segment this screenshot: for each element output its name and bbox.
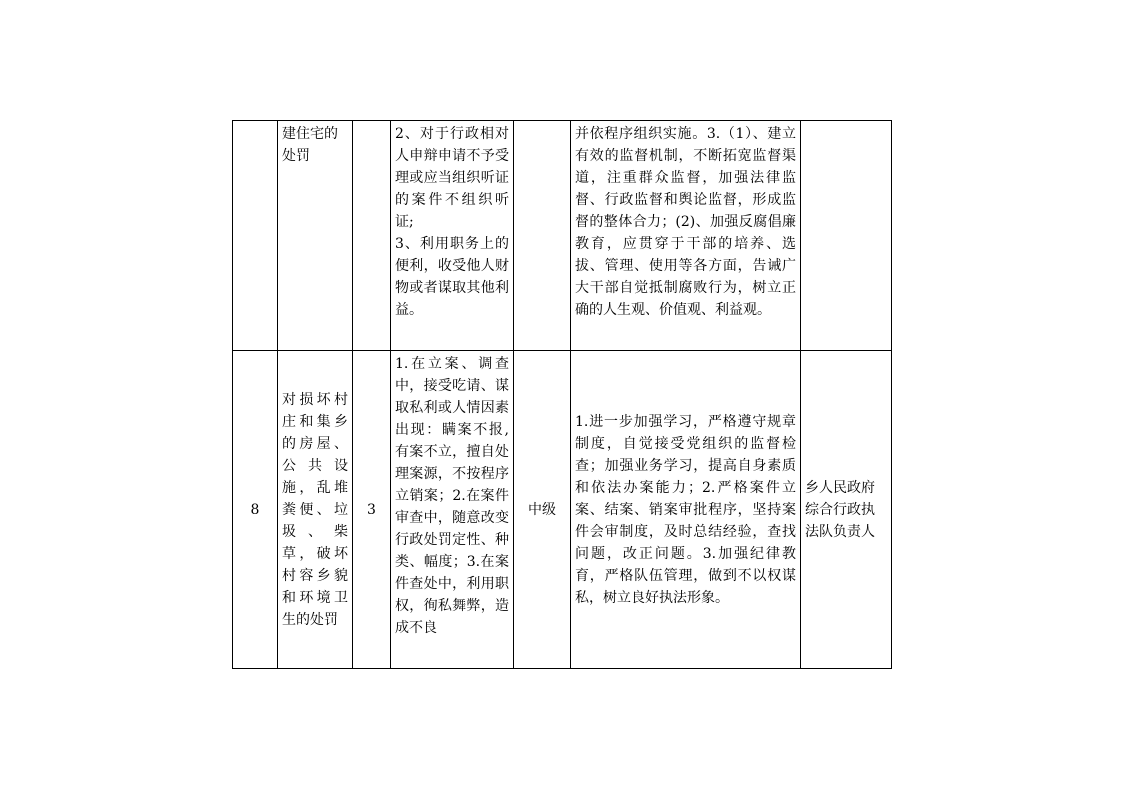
table-row [233,351,892,669]
count-cell: 3 [353,351,391,669]
measures-cell: 并依程序组织实施。3.（1）、建立有效的监督机制，不断拓宽监督渠道，注重群众监督，加强法律监督、行政监督和舆论监督，形成监督的整体合力；(2)、加强反腐倡廉教育，应贯穿于干部的培养、选拔、管理、使用等各方面，告诫广大干部自觉抵制腐败行为，树立正确的人生观、价值观、利益观。 [571,121,801,351]
risk-cell: 1.在立案、调查中，接受吃请、谋取私利或人情因素出现：瞒案不报,有案不立，擅自处理案源，不按程序立销案；2.在案件审查中，随意改变行政处罚定性、种类、幅度；3.在案件查处中，利用职权，徇私舞弊，造成不良 [391,351,514,669]
responsible-cell [801,121,892,351]
measures-cell: 1.进一步加强学习，严格遵守规章制度，自觉接受党组织的监督检查；加强业务学习，提高自身素质和依法办案能力；2.严格案件立案、结案、销案审批程序，坚持案件会审制度，及时总结经验，查找问题，改正问题。3.加强纪律教育，严格队伍管理，做到不以权谋私，树立良好执法形象。 [571,351,801,669]
count-cell [353,121,391,351]
item-cell: 建住宅的处罚 [278,121,353,351]
grade-cell [514,121,571,351]
table-row [233,121,892,351]
row-number-cell [233,121,278,351]
risk-cell: 2、对于行政相对人申辩申请不予受理或应当组织听证的案件不组织听证; 3、利用职务上的便利，收受他人财物或者谋取其他利益。 [391,121,514,351]
responsible-cell: 乡人民政府综合行政执法队负责人 [801,351,892,669]
item-cell: 对损坏村庄和集乡的房屋、公共设施，乱堆粪便、垃圾、柴草，破坏村容乡貌和环境卫生的处罚 [278,351,353,669]
row-number-cell: 8 [233,351,278,669]
grade-cell: 中级 [514,351,571,669]
risk-control-table [232,120,892,669]
